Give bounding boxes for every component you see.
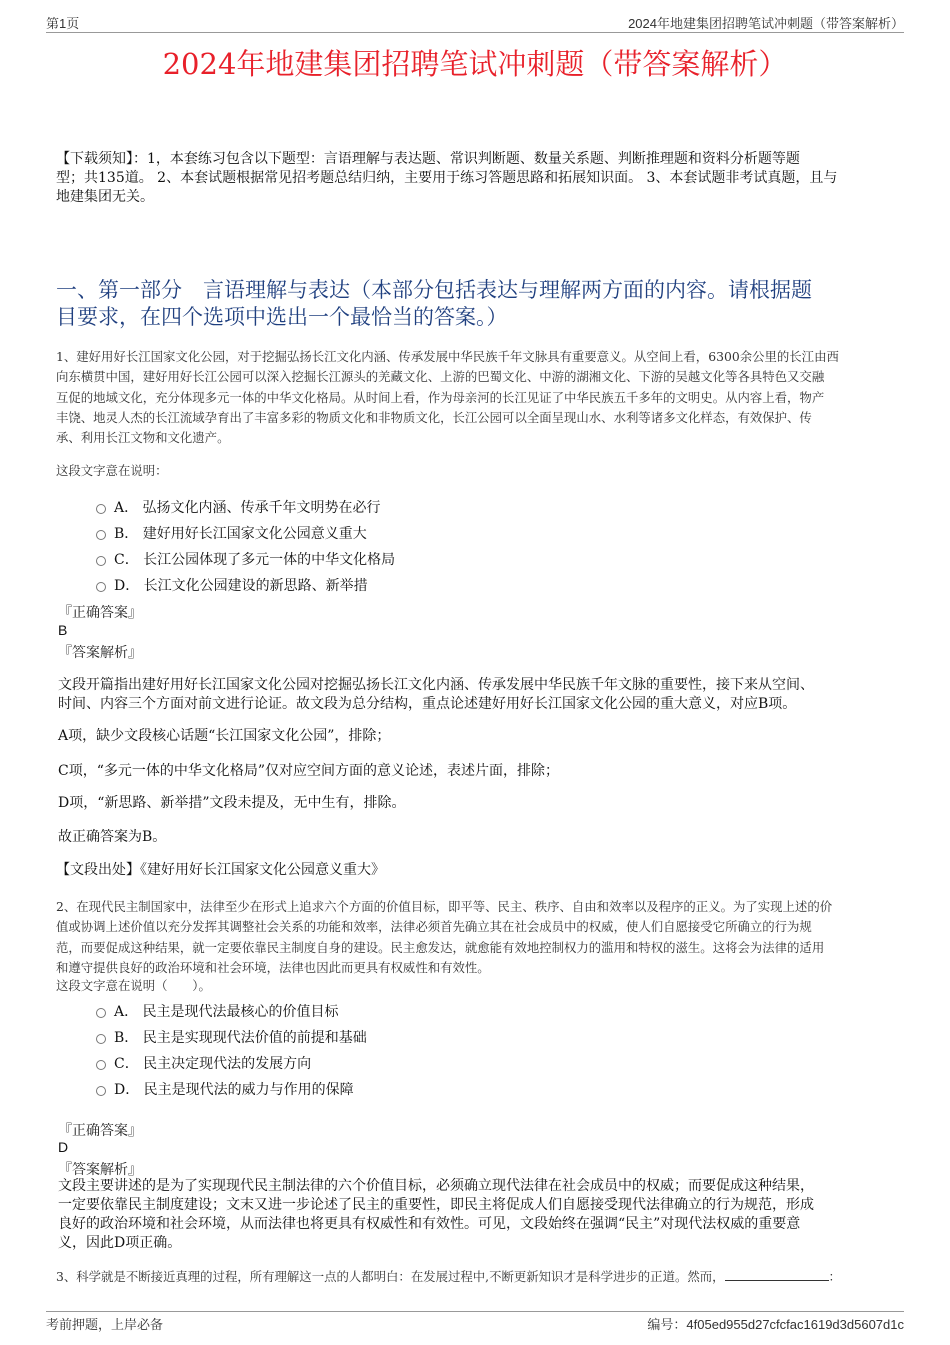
question-1-prompt: 这段文字意在说明： (56, 463, 168, 478)
q1-answer: B (58, 622, 68, 638)
q2-option-b[interactable]: B． 民主是实现现代法价值的前提和基础 (114, 1030, 367, 1046)
running-title: 2024年地建集团招聘笔试冲刺题（带答案解析） (628, 16, 904, 31)
question-1-text: 1、建好用好长江国家文化公园，对于挖掘弘扬长江文化内涵、传承发展中华民族千年文脉具有重要意义。从空间上看，6300余公里的长江由西 向东横贯中国，建好用好长江公园可以深入挖掘长江源头的羌藏文化、上游的巴蜀文化、中游的湖湘文化、下游的吴越文化等各具特色又交融 互促的地域文化，充分体现多元一体的中华文化格局。从时间上看，作为母亲河的长江见证了中华民族五千多年的文明史。从内容上看，物产 丰饶、地灵人杰的长江流域孕育出了丰富多彩的物质文化和非物质文化，长江公园可以全面呈现山水、水利等诸多文化样态，有效保护、传 承、利用长江文物和文化遗产。 (56, 349, 839, 446)
q1-analysis-label: 『答案解析』 (58, 645, 142, 661)
notice-line: 【下载须知】：1，本套练习包含以下题型：言语理解与表达题、常识判断题、数量关系题、判断推理题和资料分析题等题 (56, 151, 800, 167)
footer-rule (46, 1311, 904, 1312)
section-heading-line: 目要求，在四个选项中选出一个最恰当的答案。） (56, 305, 508, 329)
q1-analysis-a: A项，缺少文段核心话题“长江国家文化公园”，排除； (58, 728, 391, 744)
q1-answer-label: 『正确答案』 (58, 605, 142, 621)
notice-line: 型；共135道。 2、本套试题根据常见招考题总结归纳，主要用于练习答题思路和拓展知识面。 3、本套试题非考试真题，且与 (56, 170, 838, 186)
option-a-radio[interactable] (96, 1008, 106, 1018)
q2-answer: D (58, 1139, 69, 1155)
option-d-radio[interactable] (96, 1086, 106, 1096)
q1-option-a[interactable]: A． 弘扬文化内涵、传承千年文明势在必行 (114, 500, 381, 516)
question-2-text: 2、在现代民主制国家中，法律至少在形式上追求六个方面的价值目标，即平等、民主、秩序、自由和效率以及程序的正义。为了实现上述的价 值或协调上述价值以充分发挥其调整社会关系的功能和效率，法律必须首先确立其在社会成员中的权威，使人们自愿接受它所确立的行为规 范，而要促成这种结果，就一定要依靠民主制度自身的建设。民主愈发达，就愈能有效地控制权力的滥用和特权的滋生。这将会为法律的适用 和遵守提供良好的政治环境和社会环境，法律也因此而更具有权威性和有效性。 这段文字意在说明（ ）。 (56, 899, 833, 994)
q2-analysis: 文段主要讲述的是为了实现现代民主制法律的六个价值目标，必须确立现代法律在社会成员中的权威；而要促成这种结果， 一定要依靠民主制度建设；文末又进一步论述了民主的重要性，即民主将促成人们自愿接受现代法律确立的行为规范，形成 良好的政治环境和社会环境，从而法律也将更具有权威性和有效性。可见，文段始终在强调“民主”对现代法权威的重要意 义，因此D项正确。 (58, 1178, 814, 1251)
page-title: 2024年地建集团招聘笔试冲刺题（带答案解析） (162, 47, 788, 81)
option-a-radio[interactable] (96, 504, 106, 514)
question-3-text: 3、科学就是不断接近真理的过程，所有理解这一点的人都明白：在发展过程中,不断更新知识才是科学进步的正道。然而， ： (56, 1269, 841, 1284)
answer-blank (725, 1268, 829, 1281)
q2-analysis-label: 『答案解析』 (58, 1162, 142, 1178)
q2-option-c[interactable]: C． 民主决定现代法的发展方向 (114, 1056, 312, 1072)
notice-line: 地建集团无关。 (56, 189, 154, 205)
footer-slogan: 考前押题，上岸必备 (46, 1318, 164, 1333)
q1-analysis-intro: 文段开篇指出建好用好长江国家文化公园对挖掘弘扬长江文化内涵、传承发展中华民族千年文脉的重要性，接下来从空间、 时间、内容三个方面对前文进行论证。故文段为总分结构，重点论述建好用好长江国家文化公园的重大意义，对应B项。 (58, 677, 814, 712)
q2-option-d[interactable]: D． 民主是现代法的威力与作用的保障 (114, 1082, 354, 1098)
q1-option-c[interactable]: C． 长江公园体现了多元一体的中华文化格局 (114, 552, 396, 568)
document-code: 编号：4f05ed955d27cfcfac1619d3d5607d1c (647, 1317, 904, 1333)
q1-analysis-d: D项，“新思路、新举措”文段未提及，无中生有，排除。 (58, 795, 406, 811)
section-heading-line: 一、第一部分 言语理解与表达（本部分包括表达与理解两方面的内容。请根据题 (56, 278, 812, 302)
option-b-radio[interactable] (96, 530, 106, 540)
page-number: 第1页 (46, 16, 80, 31)
option-b-radio[interactable] (96, 1034, 106, 1044)
q1-analysis-c: C项，“多元一体的中华文化格局”仅对应空间方面的意义论述，表述片面，排除； (58, 763, 560, 779)
section-heading (56, 277, 896, 331)
q1-option-d[interactable]: D． 长江文化公园建设的新思路、新举措 (114, 578, 368, 594)
q1-conclusion: 故正确答案为B。 (58, 829, 167, 845)
header-rule (46, 32, 904, 33)
q2-option-a[interactable]: A． 民主是现代法最核心的价值目标 (114, 1004, 339, 1020)
download-notice (56, 150, 901, 207)
q2-answer-label: 『正确答案』 (58, 1123, 142, 1139)
option-d-radio[interactable] (96, 582, 106, 592)
option-c-radio[interactable] (96, 1060, 106, 1070)
q1-option-b[interactable]: B． 建好用好长江国家文化公园意义重大 (114, 526, 367, 542)
option-c-radio[interactable] (96, 556, 106, 566)
q1-source: 【文段出处】《建好用好长江国家文化公园意义重大》 (56, 862, 385, 878)
